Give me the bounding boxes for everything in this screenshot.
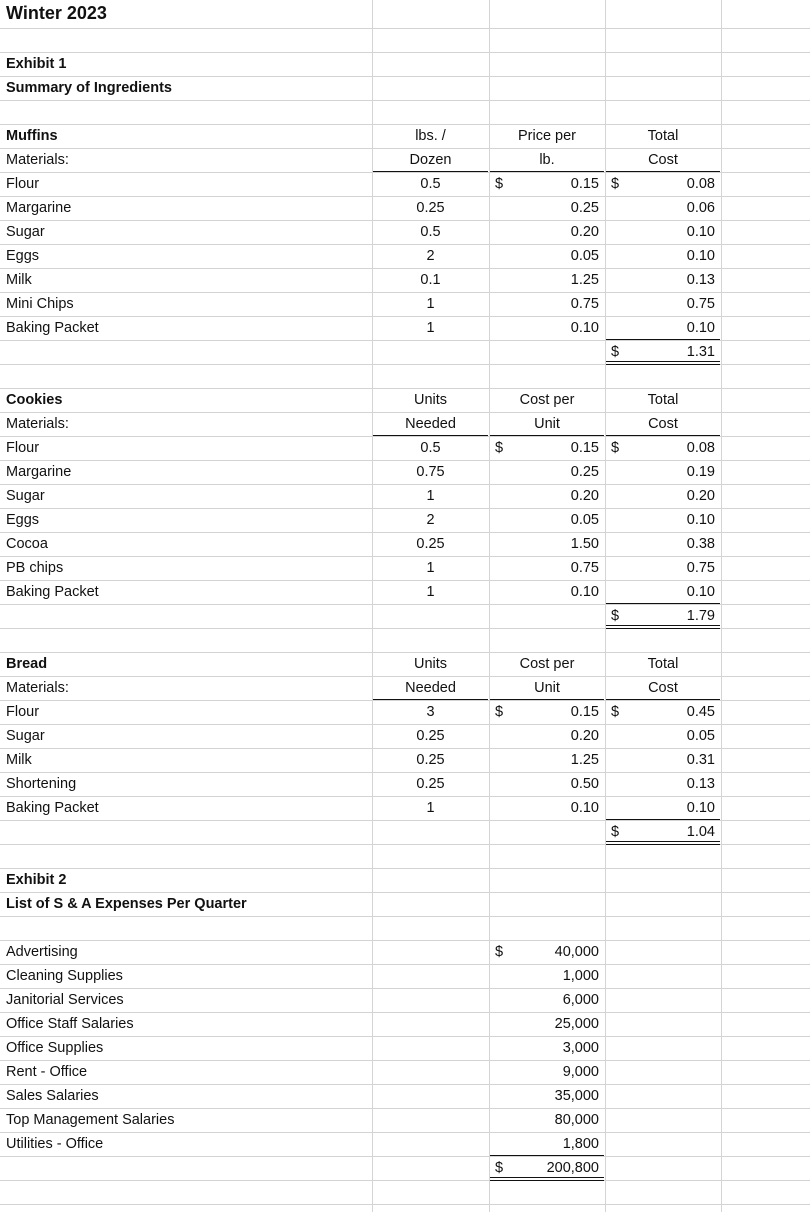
grid-row-line <box>0 1204 810 1205</box>
ingredient-cost: 0.10 <box>686 584 715 600</box>
expense-amount: 3,000 <box>562 1040 599 1056</box>
ingredient-cost: 0.13 <box>686 272 715 288</box>
price-header: Unit <box>534 416 560 432</box>
ingredient-name: Milk <box>6 752 32 768</box>
ingredient-cost: 0.75 <box>686 560 715 576</box>
ingredient-price: 0.75 <box>570 296 599 312</box>
section-title: Muffins <box>6 128 58 144</box>
ingredient-name: Sugar <box>6 728 45 744</box>
grid-row-line <box>0 916 810 917</box>
expense-name: Sales Salaries <box>6 1088 99 1104</box>
ingredient-cost: 0.05 <box>686 728 715 744</box>
ingredient-price: 1.50 <box>570 536 599 552</box>
cost-header: Total <box>647 128 679 144</box>
currency-symbol: $ <box>611 440 620 456</box>
currency-symbol: $ <box>495 944 504 960</box>
ingredient-name: Baking Packet <box>6 320 99 336</box>
ingredient-quantity: 0.5 <box>420 224 441 240</box>
ingredient-price: 0.20 <box>570 224 599 240</box>
ingredient-cost: 0.45 <box>686 704 715 720</box>
ingredient-cost: 0.20 <box>686 488 715 504</box>
expense-amount: 35,000 <box>554 1088 599 1104</box>
ingredient-quantity: 0.25 <box>416 776 445 792</box>
expense-name: Office Staff Salaries <box>6 1016 134 1032</box>
currency-symbol: $ <box>611 824 620 840</box>
ingredient-quantity: 0.25 <box>416 536 445 552</box>
ingredient-price: 0.20 <box>570 728 599 744</box>
ingredient-quantity: 1 <box>426 320 435 336</box>
ingredient-price: 0.10 <box>570 320 599 336</box>
ingredient-name: Shortening <box>6 776 77 792</box>
ingredient-cost: 0.10 <box>686 224 715 240</box>
currency-symbol: $ <box>495 1160 504 1176</box>
cost-header: Cost <box>648 680 678 696</box>
ingredient-cost: 0.13 <box>686 776 715 792</box>
ingredient-cost: 0.75 <box>686 296 715 312</box>
section-total: 1.04 <box>686 824 715 840</box>
cost-header: Total <box>647 392 679 408</box>
ingredient-price: 0.75 <box>570 560 599 576</box>
currency-symbol: $ <box>611 704 620 720</box>
ingredient-quantity: 1 <box>426 488 435 504</box>
ingredient-cost: 0.10 <box>686 512 715 528</box>
currency-symbol: $ <box>611 344 620 360</box>
expense-name: Rent - Office <box>6 1064 88 1080</box>
ingredient-name: PB chips <box>6 560 64 576</box>
ingredient-cost: 0.06 <box>686 200 715 216</box>
ingredient-quantity: 2 <box>426 512 435 528</box>
double-underline <box>606 625 720 629</box>
double-underline <box>606 841 720 845</box>
ingredient-name: Baking Packet <box>6 800 99 816</box>
ingredient-price: 0.10 <box>570 800 599 816</box>
price-header: Cost per <box>519 392 575 408</box>
ingredient-quantity: 0.25 <box>416 200 445 216</box>
ingredient-name: Flour <box>6 176 40 192</box>
section-total: 1.79 <box>686 608 715 624</box>
grid-column-line <box>489 0 490 1212</box>
ingredient-price: 1.25 <box>570 752 599 768</box>
ingredient-name: Cocoa <box>6 536 48 552</box>
ingredient-price: 0.15 <box>570 704 599 720</box>
expense-name: Utilities - Office <box>6 1136 104 1152</box>
ingredient-price: 0.15 <box>570 440 599 456</box>
ingredient-name: Flour <box>6 440 40 456</box>
grid-row-line <box>0 100 810 101</box>
cost-header: Cost <box>648 152 678 168</box>
qty-header: Dozen <box>409 152 452 168</box>
ingredient-price: 0.05 <box>570 248 599 264</box>
double-underline <box>490 1177 604 1181</box>
grid-column-line <box>721 0 722 1212</box>
qty-header: Units <box>413 392 448 408</box>
ingredient-quantity: 1 <box>426 800 435 816</box>
qty-header: Needed <box>405 416 456 432</box>
materials-label: Materials: <box>6 416 69 432</box>
ingredient-name: Sugar <box>6 224 45 240</box>
expense-amount: 1,000 <box>562 968 599 984</box>
ingredient-name: Margarine <box>6 464 72 480</box>
grid-row-line <box>0 1156 810 1157</box>
expense-amount: 9,000 <box>562 1064 599 1080</box>
ingredient-cost: 0.08 <box>686 176 715 192</box>
expense-amount: 25,000 <box>554 1016 599 1032</box>
ingredient-price: 0.20 <box>570 488 599 504</box>
expense-name: Office Supplies <box>6 1040 104 1056</box>
price-header: Cost per <box>519 656 575 672</box>
ingredient-cost: 0.19 <box>686 464 715 480</box>
expenses-total: 200,800 <box>546 1160 599 1176</box>
ingredient-name: Flour <box>6 704 40 720</box>
qty-header: Needed <box>405 680 456 696</box>
currency-symbol: $ <box>611 176 620 192</box>
ingredient-name: Eggs <box>6 248 40 264</box>
ingredient-quantity: 0.25 <box>416 752 445 768</box>
materials-label: Materials: <box>6 152 69 168</box>
section-title: Bread <box>6 656 48 672</box>
price-header: Price per <box>517 128 577 144</box>
ingredient-quantity: 2 <box>426 248 435 264</box>
ingredient-cost: 0.10 <box>686 800 715 816</box>
ingredient-quantity: 1 <box>426 584 435 600</box>
grid-column-line <box>372 0 373 1212</box>
exhibit-1-label: Exhibit 1 <box>6 56 67 72</box>
ingredient-price: 0.10 <box>570 584 599 600</box>
ingredient-name: Margarine <box>6 200 72 216</box>
section-total: 1.31 <box>686 344 715 360</box>
sheet-title: Winter 2023 <box>6 3 107 23</box>
ingredient-price: 1.25 <box>570 272 599 288</box>
currency-symbol: $ <box>495 440 504 456</box>
price-header: Unit <box>534 680 560 696</box>
ingredient-quantity: 0.25 <box>416 728 445 744</box>
ingredient-quantity: 0.1 <box>420 272 441 288</box>
double-underline <box>606 361 720 365</box>
qty-header: Units <box>413 656 448 672</box>
section-title: Cookies <box>6 392 63 408</box>
ingredient-quantity: 0.75 <box>416 464 445 480</box>
grid-row-line <box>0 1180 810 1181</box>
exhibit-1-subtitle: Summary of Ingredients <box>6 80 172 96</box>
ingredient-name: Eggs <box>6 512 40 528</box>
expense-amount: 1,800 <box>562 1136 599 1152</box>
expense-amount: 40,000 <box>554 944 599 960</box>
ingredient-cost: 0.08 <box>686 440 715 456</box>
expense-amount: 6,000 <box>562 992 599 1008</box>
materials-label: Materials: <box>6 680 69 696</box>
grid-row-line <box>0 28 810 29</box>
expense-name: Top Management Salaries <box>6 1112 175 1128</box>
ingredient-quantity: 0.5 <box>420 440 441 456</box>
ingredient-cost: 0.10 <box>686 320 715 336</box>
ingredient-price: 0.25 <box>570 464 599 480</box>
ingredient-name: Sugar <box>6 488 45 504</box>
ingredient-quantity: 1 <box>426 296 435 312</box>
exhibit-2-subtitle: List of S & A Expenses Per Quarter <box>6 896 247 912</box>
ingredient-quantity: 3 <box>426 704 435 720</box>
ingredient-name: Baking Packet <box>6 584 99 600</box>
ingredient-name: Milk <box>6 272 32 288</box>
ingredient-cost: 0.10 <box>686 248 715 264</box>
exhibit-2-label: Exhibit 2 <box>6 872 67 888</box>
expense-name: Cleaning Supplies <box>6 968 123 984</box>
ingredient-quantity: 0.5 <box>420 176 441 192</box>
ingredient-cost: 0.31 <box>686 752 715 768</box>
currency-symbol: $ <box>495 176 504 192</box>
expense-name: Advertising <box>6 944 78 960</box>
ingredient-price: 0.05 <box>570 512 599 528</box>
ingredient-quantity: 1 <box>426 560 435 576</box>
ingredient-cost: 0.38 <box>686 536 715 552</box>
cost-header: Total <box>647 656 679 672</box>
ingredient-price: 0.15 <box>570 176 599 192</box>
cost-header: Cost <box>648 416 678 432</box>
price-header: lb. <box>539 152 555 168</box>
expense-amount: 80,000 <box>554 1112 599 1128</box>
ingredient-name: Mini Chips <box>6 296 74 312</box>
ingredient-price: 0.50 <box>570 776 599 792</box>
expense-name: Janitorial Services <box>6 992 124 1008</box>
ingredient-price: 0.25 <box>570 200 599 216</box>
currency-symbol: $ <box>495 704 504 720</box>
qty-header: lbs. / <box>415 128 446 144</box>
currency-symbol: $ <box>611 608 620 624</box>
grid-column-line <box>605 0 606 1212</box>
